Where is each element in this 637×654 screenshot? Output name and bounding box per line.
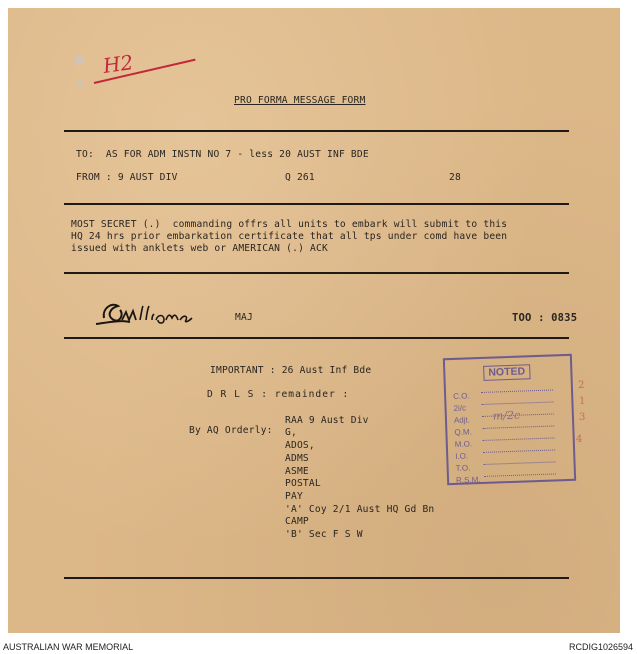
distribution-item: ASME [285,466,309,477]
distribution-item: CAMP [285,516,309,527]
distribution-item: ADMS [285,453,309,464]
message-line: HQ 24 hrs prior embarkation certificate that all tps under comd have been [71,231,508,242]
orderly-label: By AQ Orderly: [189,425,273,436]
message-line: MOST SECRET (.) commanding offrs all units to embark will submit to this [71,219,508,230]
drls-line: D R L S : remainder : [207,389,350,400]
distribution-item: 'B' Sec F S W [285,529,363,540]
stamp-row-label: 2i/c [453,403,467,413]
stamp-row-label: R.S.M. [455,475,481,485]
time-of-origin: TOO : 0835 [512,312,578,324]
stamp-row-label: T.O. [455,463,471,473]
divider-rule [64,203,569,205]
punch-hole [74,55,84,65]
stamp-initials: m/2c [492,408,521,423]
to-line: TO: AS FOR ADM INSTN NO 7 - less 20 AUST INF BDE [76,149,369,160]
form-title: PRO FORMA MESSAGE FORM [234,95,366,106]
side-note: 3 [579,412,586,423]
date-day: 28 [449,172,461,183]
important-line: IMPORTANT : 26 Aust Inf Bde [210,365,372,376]
distribution-item: 'A' Coy 2/1 Aust HQ Gd Bn [285,504,435,515]
divider-rule [64,577,569,579]
divider-rule [64,337,569,339]
stamp-row [455,464,556,485]
distribution-item: POSTAL [285,478,321,489]
archive-id: RCDIG1026594 [568,642,633,652]
divider-rule [64,130,569,132]
stamp-row-label: I.O. [455,451,469,461]
noted-stamp [443,354,576,485]
signature-scrawl [90,298,210,332]
distribution-item: ADOS, [285,440,315,451]
distribution-item: RAA 9 Aust Div [285,415,369,426]
folio-number: H2 [101,50,135,78]
stamp-row-label: M.O. [454,439,473,449]
reference-number: Q 261 [285,172,315,183]
stamp-title: NOTED [483,364,530,380]
distribution-item: G, [285,427,297,438]
distribution-item: PAY [285,491,303,502]
side-note: 2 [578,380,585,391]
divider-rule [64,272,569,274]
punch-hole [76,80,84,88]
archive-footer [0,641,637,654]
side-note: 4 [576,434,583,445]
message-form-sheet [8,8,620,633]
from-line: FROM : 9 AUST DIV [76,172,178,183]
rank: MAJ [235,312,253,323]
archive-credit: AUSTRALIAN WAR MEMORIAL [3,642,134,652]
message-line: issued with anklets web or AMERICAN (.) ACK [71,243,328,254]
signature [90,298,210,332]
side-note: 1 [579,396,586,407]
stamp-row-label: Adjt. [453,415,471,425]
stamp-row-label: Q.M. [454,427,472,437]
stamp-row-label: C.O. [453,391,470,401]
